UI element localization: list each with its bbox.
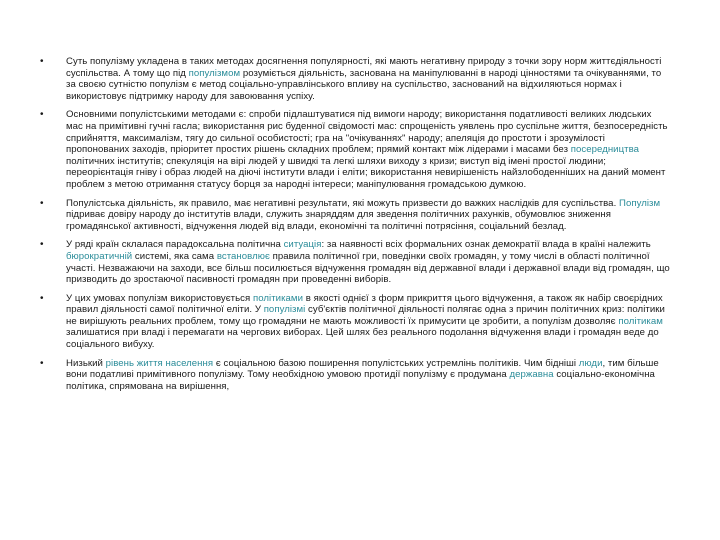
bullet-dot-icon: •	[40, 239, 44, 251]
paragraph-text: залишатися при владі і перемагати на чергових виборах. Цей шлях без реального подолання відчуження влади і громадян веде до соціального вибуху.	[66, 327, 659, 351]
bullet-dot-icon: •	[40, 197, 44, 209]
bullet-paragraph	[40, 358, 670, 393]
paragraph-text: Низький	[66, 357, 106, 369]
paragraph-text: : за наявності всіх формальних ознак демократії влада в країні належить	[321, 239, 651, 251]
highlighted-term: посередництва	[570, 144, 640, 156]
bullet-paragraph	[40, 198, 670, 233]
paragraph-text: У ряді країн склалася парадоксальна політична	[66, 239, 284, 251]
highlighted-term: бюрократичній	[66, 250, 133, 262]
paragraph-text: Суть популізму укладена в таких методах досягнення популярності, які мають негативну природу з точки зору норм життєдіяльності суспільства. А тому що під	[66, 56, 662, 79]
paragraph-text: політичних інститутів; спекуляція на вірі людей у швидкі та легкі шляхи виходу з кризи; виступ від імені простої людини; переорієнтація гніву і образ людей на діючі інститути влади і еліти; використання невирішеність найзлободенніших на даний момент проблем з метою отримання статусу борця за народні інтереси; маніпулювання громадською думкою.	[66, 155, 666, 190]
paragraph-text: підриває довіру народу до інститутів влади, служить знаряддям для зведення політичних рахунків, обумовлює зниження громадянської активності, відчуження людей від влади, економічні та політичні потрясіння, соціальний безлад.	[66, 209, 611, 232]
bullet-dot-icon: •	[40, 56, 44, 67]
bullet-paragraph	[40, 56, 670, 102]
paragraph-text: системі, яка сама	[132, 250, 217, 262]
paragraph-text: соціально-економічна політика, спрямована на вирішення,	[66, 369, 655, 392]
highlighted-term: популізмом	[188, 67, 241, 79]
highlighted-term: встановлює	[216, 250, 270, 262]
highlighted-term: люди	[578, 357, 603, 369]
paragraph-text: в якості однієї з форм прикриття цього відчуження, а також як набір своєрідних правил діяльності самої політичної еліти. У	[66, 292, 663, 316]
highlighted-term: державна	[509, 369, 554, 381]
paragraph-text: , тим більше вони податливі примітивного популізму. Тому необхідною умовою протидії популізму є продумана	[66, 357, 659, 381]
bullet-paragraph	[40, 239, 670, 285]
paragraph-text: У цих умовах популізм використовується	[66, 292, 253, 304]
paragraph-text: суб'єктів політичної діяльності полягає одна з причин політичних криз: політики не вирішують реальних проблем, тому що громадяни не мають можливості їх примусити це зробити, а популізм дозволяє	[66, 304, 665, 327]
bullet-paragraph	[40, 109, 670, 190]
highlighted-term: ситуація	[283, 239, 322, 251]
bullet-dot-icon: •	[40, 357, 44, 369]
bullet-dot-icon: •	[40, 292, 44, 304]
paragraph-text: Популістська діяльність, як правило, має негативні результати, які можуть призвести до важких наслідків для суспільства.	[66, 197, 619, 209]
bullet-list	[40, 56, 670, 399]
paragraph-text: правила політичної гри, поведінки своїх громадян, у тому числі в області політичної участі. Незважаючи на заходи, все більш посилюється відчуження громадян від державної влади і державної влади від громадян, що призводить до зростаючої пасивності громадян при проведенні виборів.	[66, 250, 670, 286]
paragraph-text: Основними популістськими методами є: спроби підлаштуватися під вимоги народу; використання податливості великих людських мас на примітивні гучні гасла; використання рис буденної свідомості мас: спрощеність уявлень про суспільне життя, безпосередність сприйняття, максималізм, тягу до сильної особистості; гра на "очікуваннях" народу; апеляція до простоти і зрозумілості пропонованих заходів, пріоритет простих рішень складних проблем; прямий контакт між лідерами і масами без	[66, 109, 668, 156]
bullet-dot-icon: •	[40, 109, 44, 121]
highlighted-term: політиками	[252, 292, 303, 304]
highlighted-term: Популізм	[619, 197, 661, 209]
highlighted-term: політикам	[618, 315, 663, 327]
highlighted-term: популізмі	[263, 304, 306, 316]
highlighted-term: рівень життя населення	[105, 357, 214, 369]
paragraph-text: розуміється діяльність, заснована на маніпулюванні в народі цінностями та очікуваннями, то за своєю сутністю популізм є метод соціально-управлінського впливу на суспільство, заснований на відхиляються нормах і використовує підтримку народу для завоювання успіху.	[66, 67, 662, 102]
bullet-paragraph	[40, 293, 670, 351]
paragraph-text: є соціальною базою поширення популістських устремлінь політиків. Чим бідніші	[213, 357, 579, 369]
